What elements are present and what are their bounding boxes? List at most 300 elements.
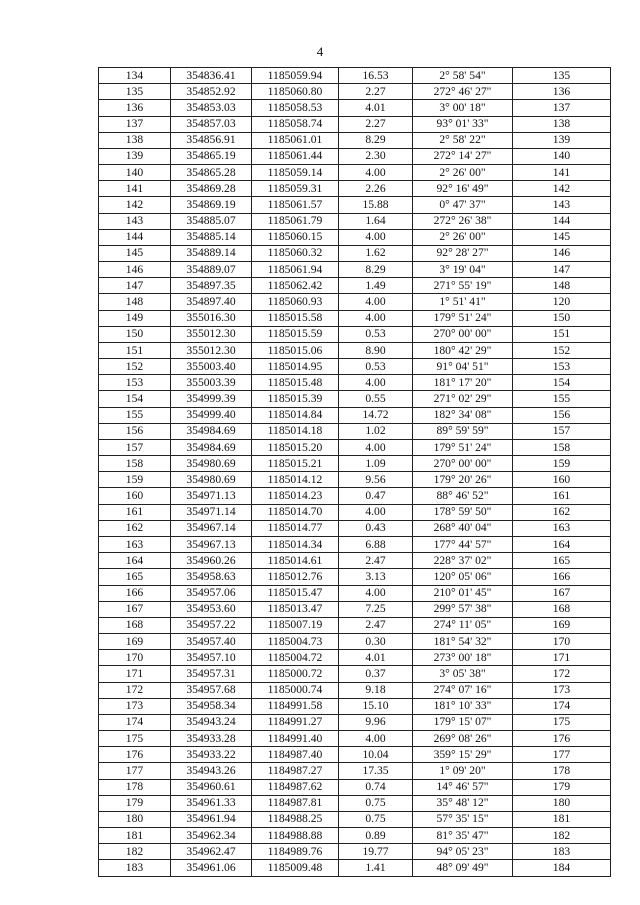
x-coordinate-cell: 354971.13 [171, 488, 252, 504]
table-row [99, 213, 611, 229]
y-coordinate-cell: 1184988.88 [252, 828, 339, 844]
x-coordinate-cell: 354961.94 [171, 811, 252, 827]
x-coordinate-cell: 354967.13 [171, 536, 252, 552]
distance-cell: 8.29 [339, 132, 413, 148]
bearing-cell: 1° 51' 41" [413, 294, 513, 310]
distance-cell: 0.53 [339, 326, 413, 342]
point-number-cell: 147 [99, 278, 171, 294]
point-number-cell: 141 [99, 181, 171, 197]
y-coordinate-cell: 1185059.14 [252, 165, 339, 181]
next-point-cell: 176 [513, 731, 611, 747]
bearing-cell: 271° 55' 19" [413, 278, 513, 294]
next-point-cell: 165 [513, 553, 611, 569]
y-coordinate-cell: 1185004.72 [252, 650, 339, 666]
distance-cell: 9.18 [339, 682, 413, 698]
distance-cell: 0.53 [339, 359, 413, 375]
y-coordinate-cell: 1184991.27 [252, 714, 339, 730]
next-point-cell: 139 [513, 132, 611, 148]
bearing-cell: 181° 17' 20" [413, 375, 513, 391]
point-number-cell: 164 [99, 553, 171, 569]
table-row [99, 650, 611, 666]
point-number-cell: 134 [99, 68, 171, 84]
bearing-cell: 3° 19' 04" [413, 262, 513, 278]
distance-cell: 0.74 [339, 779, 413, 795]
next-point-cell: 150 [513, 310, 611, 326]
table-row [99, 844, 611, 860]
distance-cell: 4.00 [339, 731, 413, 747]
distance-cell: 10.04 [339, 747, 413, 763]
table-row [99, 828, 611, 844]
y-coordinate-cell: 1185014.84 [252, 407, 339, 423]
distance-cell: 4.00 [339, 375, 413, 391]
next-point-cell: 175 [513, 714, 611, 730]
x-coordinate-cell: 354958.34 [171, 698, 252, 714]
next-point-cell: 141 [513, 165, 611, 181]
y-coordinate-cell: 1185014.95 [252, 359, 339, 375]
distance-cell: 14.72 [339, 407, 413, 423]
distance-cell: 0.47 [339, 488, 413, 504]
y-coordinate-cell: 1185015.47 [252, 585, 339, 601]
bearing-cell: 120° 05' 06" [413, 569, 513, 585]
y-coordinate-cell: 1184987.40 [252, 747, 339, 763]
distance-cell: 6.88 [339, 536, 413, 552]
y-coordinate-cell: 1185000.72 [252, 666, 339, 682]
bearing-cell: 272° 26' 38" [413, 213, 513, 229]
point-number-cell: 171 [99, 666, 171, 682]
point-number-cell: 182 [99, 844, 171, 860]
bearing-cell: 93° 01' 33" [413, 116, 513, 132]
point-number-cell: 139 [99, 148, 171, 164]
coordinates-table [98, 67, 611, 877]
distance-cell: 4.00 [339, 310, 413, 326]
next-point-cell: 161 [513, 488, 611, 504]
x-coordinate-cell: 354856.91 [171, 132, 252, 148]
point-number-cell: 173 [99, 698, 171, 714]
y-coordinate-cell: 1185062.42 [252, 278, 339, 294]
next-point-cell: 163 [513, 520, 611, 536]
table-row [99, 698, 611, 714]
x-coordinate-cell: 355012.30 [171, 326, 252, 342]
next-point-cell: 138 [513, 116, 611, 132]
table-row [99, 84, 611, 100]
next-point-cell: 156 [513, 407, 611, 423]
x-coordinate-cell: 354960.26 [171, 553, 252, 569]
y-coordinate-cell: 1185015.20 [252, 439, 339, 455]
table-row [99, 747, 611, 763]
bearing-cell: 269° 08' 26" [413, 731, 513, 747]
table-row [99, 278, 611, 294]
x-coordinate-cell: 354943.24 [171, 714, 252, 730]
y-coordinate-cell: 1185061.57 [252, 197, 339, 213]
y-coordinate-cell: 1184987.81 [252, 795, 339, 811]
y-coordinate-cell: 1185014.70 [252, 504, 339, 520]
table-row [99, 229, 611, 245]
next-point-cell: 146 [513, 245, 611, 261]
y-coordinate-cell: 1185014.12 [252, 472, 339, 488]
x-coordinate-cell: 354957.06 [171, 585, 252, 601]
next-point-cell: 162 [513, 504, 611, 520]
x-coordinate-cell: 354852.92 [171, 84, 252, 100]
point-number-cell: 163 [99, 536, 171, 552]
next-point-cell: 143 [513, 197, 611, 213]
table-row [99, 310, 611, 326]
y-coordinate-cell: 1185060.15 [252, 229, 339, 245]
bearing-cell: 3° 00' 18" [413, 100, 513, 116]
y-coordinate-cell: 1184988.25 [252, 811, 339, 827]
y-coordinate-cell: 1185061.01 [252, 132, 339, 148]
bearing-cell: 91° 04' 51" [413, 359, 513, 375]
table-row [99, 860, 611, 876]
next-point-cell: 142 [513, 181, 611, 197]
point-number-cell: 170 [99, 650, 171, 666]
y-coordinate-cell: 1185000.74 [252, 682, 339, 698]
distance-cell: 1.62 [339, 245, 413, 261]
point-number-cell: 162 [99, 520, 171, 536]
distance-cell: 9.96 [339, 714, 413, 730]
bearing-cell: 57° 35' 15" [413, 811, 513, 827]
bearing-cell: 2° 58' 54" [413, 68, 513, 84]
table-row [99, 795, 611, 811]
table-row [99, 294, 611, 310]
distance-cell: 1.64 [339, 213, 413, 229]
point-number-cell: 146 [99, 262, 171, 278]
bearing-cell: 272° 14' 27" [413, 148, 513, 164]
table-row [99, 148, 611, 164]
y-coordinate-cell: 1185014.18 [252, 423, 339, 439]
point-number-cell: 166 [99, 585, 171, 601]
x-coordinate-cell: 354961.06 [171, 860, 252, 876]
point-number-cell: 138 [99, 132, 171, 148]
x-coordinate-cell: 354933.28 [171, 731, 252, 747]
y-coordinate-cell: 1185058.74 [252, 116, 339, 132]
next-point-cell: 155 [513, 391, 611, 407]
y-coordinate-cell: 1184989.76 [252, 844, 339, 860]
next-point-cell: 140 [513, 148, 611, 164]
point-number-cell: 157 [99, 439, 171, 455]
x-coordinate-cell: 354889.14 [171, 245, 252, 261]
y-coordinate-cell: 1185060.80 [252, 84, 339, 100]
next-point-cell: 171 [513, 650, 611, 666]
x-coordinate-cell: 354962.34 [171, 828, 252, 844]
point-number-cell: 168 [99, 617, 171, 633]
coordinates-table-body [99, 68, 611, 877]
bearing-cell: 89° 59' 59" [413, 423, 513, 439]
next-point-cell: 177 [513, 747, 611, 763]
y-coordinate-cell: 1185060.32 [252, 245, 339, 261]
y-coordinate-cell: 1185015.39 [252, 391, 339, 407]
distance-cell: 4.00 [339, 439, 413, 455]
x-coordinate-cell: 354957.22 [171, 617, 252, 633]
table-row [99, 391, 611, 407]
x-coordinate-cell: 354943.26 [171, 763, 252, 779]
bearing-cell: 0° 47' 37" [413, 197, 513, 213]
next-point-cell: 148 [513, 278, 611, 294]
x-coordinate-cell: 354885.07 [171, 213, 252, 229]
distance-cell: 4.01 [339, 650, 413, 666]
distance-cell: 0.30 [339, 634, 413, 650]
table-row [99, 100, 611, 116]
table-row [99, 326, 611, 342]
distance-cell: 2.47 [339, 617, 413, 633]
next-point-cell: 135 [513, 68, 611, 84]
x-coordinate-cell: 354961.33 [171, 795, 252, 811]
next-point-cell: 157 [513, 423, 611, 439]
distance-cell: 0.75 [339, 811, 413, 827]
y-coordinate-cell: 1185014.77 [252, 520, 339, 536]
y-coordinate-cell: 1184991.58 [252, 698, 339, 714]
table-row [99, 520, 611, 536]
table-row [99, 165, 611, 181]
point-number-cell: 149 [99, 310, 171, 326]
bearing-cell: 274° 11' 05" [413, 617, 513, 633]
x-coordinate-cell: 354933.22 [171, 747, 252, 763]
table-row [99, 68, 611, 84]
x-coordinate-cell: 354999.39 [171, 391, 252, 407]
point-number-cell: 143 [99, 213, 171, 229]
x-coordinate-cell: 354869.28 [171, 181, 252, 197]
bearing-cell: 88° 46' 52" [413, 488, 513, 504]
bearing-cell: 182° 34' 08" [413, 407, 513, 423]
table-row [99, 456, 611, 472]
next-point-cell: 160 [513, 472, 611, 488]
point-number-cell: 150 [99, 326, 171, 342]
bearing-cell: 177° 44' 57" [413, 536, 513, 552]
next-point-cell: 183 [513, 844, 611, 860]
y-coordinate-cell: 1185015.21 [252, 456, 339, 472]
table-row [99, 472, 611, 488]
point-number-cell: 179 [99, 795, 171, 811]
distance-cell: 1.09 [339, 456, 413, 472]
distance-cell: 8.90 [339, 342, 413, 358]
bearing-cell: 181° 10' 33" [413, 698, 513, 714]
table-row [99, 262, 611, 278]
distance-cell: 1.41 [339, 860, 413, 876]
y-coordinate-cell: 1185060.93 [252, 294, 339, 310]
next-point-cell: 137 [513, 100, 611, 116]
table-row [99, 731, 611, 747]
bearing-cell: 179° 15' 07" [413, 714, 513, 730]
bearing-cell: 210° 01' 45" [413, 585, 513, 601]
point-number-cell: 151 [99, 342, 171, 358]
table-row [99, 811, 611, 827]
table-row [99, 342, 611, 358]
next-point-cell: 182 [513, 828, 611, 844]
table-row [99, 423, 611, 439]
y-coordinate-cell: 1185013.47 [252, 601, 339, 617]
y-coordinate-cell: 1185015.59 [252, 326, 339, 342]
x-coordinate-cell: 354865.28 [171, 165, 252, 181]
table-row [99, 245, 611, 261]
point-number-cell: 158 [99, 456, 171, 472]
point-number-cell: 180 [99, 811, 171, 827]
next-point-cell: 173 [513, 682, 611, 698]
distance-cell: 7.25 [339, 601, 413, 617]
bearing-cell: 299° 57' 38" [413, 601, 513, 617]
bearing-cell: 268° 40' 04" [413, 520, 513, 536]
point-number-cell: 183 [99, 860, 171, 876]
bearing-cell: 270° 00' 00" [413, 456, 513, 472]
y-coordinate-cell: 1185061.94 [252, 262, 339, 278]
table-row [99, 585, 611, 601]
point-number-cell: 145 [99, 245, 171, 261]
bearing-cell: 179° 20' 26" [413, 472, 513, 488]
next-point-cell: 179 [513, 779, 611, 795]
table-row [99, 439, 611, 455]
y-coordinate-cell: 1185058.53 [252, 100, 339, 116]
x-coordinate-cell: 354853.03 [171, 100, 252, 116]
bearing-cell: 178° 59' 50" [413, 504, 513, 520]
y-coordinate-cell: 1185015.06 [252, 342, 339, 358]
distance-cell: 4.00 [339, 585, 413, 601]
table-row [99, 634, 611, 650]
bearing-cell: 94° 05' 23" [413, 844, 513, 860]
bearing-cell: 179° 51' 24" [413, 310, 513, 326]
point-number-cell: 152 [99, 359, 171, 375]
x-coordinate-cell: 354984.69 [171, 439, 252, 455]
x-coordinate-cell: 355003.40 [171, 359, 252, 375]
bearing-cell: 272° 46' 27" [413, 84, 513, 100]
bearing-cell: 2° 26' 00" [413, 165, 513, 181]
bearing-cell: 14° 46' 57" [413, 779, 513, 795]
table-row [99, 682, 611, 698]
point-number-cell: 176 [99, 747, 171, 763]
next-point-cell: 136 [513, 84, 611, 100]
bearing-cell: 271° 02' 29" [413, 391, 513, 407]
x-coordinate-cell: 354957.68 [171, 682, 252, 698]
point-number-cell: 161 [99, 504, 171, 520]
next-point-cell: 120 [513, 294, 611, 310]
table-row [99, 116, 611, 132]
point-number-cell: 142 [99, 197, 171, 213]
point-number-cell: 165 [99, 569, 171, 585]
table-row [99, 181, 611, 197]
distance-cell: 0.75 [339, 795, 413, 811]
bearing-cell: 181° 54' 32" [413, 634, 513, 650]
point-number-cell: 137 [99, 116, 171, 132]
next-point-cell: 166 [513, 569, 611, 585]
y-coordinate-cell: 1185014.23 [252, 488, 339, 504]
table-row [99, 763, 611, 779]
point-number-cell: 167 [99, 601, 171, 617]
bearing-cell: 228° 37' 02" [413, 553, 513, 569]
point-number-cell: 140 [99, 165, 171, 181]
next-point-cell: 180 [513, 795, 611, 811]
bearing-cell: 1° 09' 20" [413, 763, 513, 779]
distance-cell: 9.56 [339, 472, 413, 488]
x-coordinate-cell: 354980.69 [171, 456, 252, 472]
x-coordinate-cell: 355003.39 [171, 375, 252, 391]
point-number-cell: 172 [99, 682, 171, 698]
y-coordinate-cell: 1185059.31 [252, 181, 339, 197]
y-coordinate-cell: 1185061.44 [252, 148, 339, 164]
table-row [99, 601, 611, 617]
next-point-cell: 172 [513, 666, 611, 682]
distance-cell: 2.27 [339, 84, 413, 100]
x-coordinate-cell: 354885.14 [171, 229, 252, 245]
point-number-cell: 181 [99, 828, 171, 844]
bearing-cell: 48° 09' 49" [413, 860, 513, 876]
distance-cell: 0.43 [339, 520, 413, 536]
bearing-cell: 35° 48' 12" [413, 795, 513, 811]
next-point-cell: 178 [513, 763, 611, 779]
next-point-cell: 169 [513, 617, 611, 633]
point-number-cell: 135 [99, 84, 171, 100]
bearing-cell: 270° 00' 00" [413, 326, 513, 342]
next-point-cell: 164 [513, 536, 611, 552]
table-row [99, 488, 611, 504]
bearing-cell: 273° 00' 18" [413, 650, 513, 666]
point-number-cell: 178 [99, 779, 171, 795]
table-row [99, 666, 611, 682]
distance-cell: 2.27 [339, 116, 413, 132]
next-point-cell: 170 [513, 634, 611, 650]
next-point-cell: 153 [513, 359, 611, 375]
next-point-cell: 174 [513, 698, 611, 714]
y-coordinate-cell: 1185009.48 [252, 860, 339, 876]
x-coordinate-cell: 354960.61 [171, 779, 252, 795]
x-coordinate-cell: 354971.14 [171, 504, 252, 520]
x-coordinate-cell: 354865.19 [171, 148, 252, 164]
next-point-cell: 159 [513, 456, 611, 472]
y-coordinate-cell: 1185012.76 [252, 569, 339, 585]
distance-cell: 0.55 [339, 391, 413, 407]
page-number: 4 [316, 44, 324, 59]
x-coordinate-cell: 354957.31 [171, 666, 252, 682]
point-number-cell: 148 [99, 294, 171, 310]
bearing-cell: 274° 07' 16" [413, 682, 513, 698]
point-number-cell: 159 [99, 472, 171, 488]
y-coordinate-cell: 1185015.58 [252, 310, 339, 326]
bearing-cell: 179° 51' 24" [413, 439, 513, 455]
bearing-cell: 2° 26' 00" [413, 229, 513, 245]
distance-cell: 4.01 [339, 100, 413, 116]
point-number-cell: 155 [99, 407, 171, 423]
x-coordinate-cell: 354957.10 [171, 650, 252, 666]
y-coordinate-cell: 1185014.34 [252, 536, 339, 552]
table-row [99, 779, 611, 795]
distance-cell: 15.10 [339, 698, 413, 714]
point-number-cell: 174 [99, 714, 171, 730]
table-row [99, 132, 611, 148]
y-coordinate-cell: 1184987.27 [252, 763, 339, 779]
distance-cell: 3.13 [339, 569, 413, 585]
x-coordinate-cell: 354897.35 [171, 278, 252, 294]
x-coordinate-cell: 354980.69 [171, 472, 252, 488]
next-point-cell: 167 [513, 585, 611, 601]
point-number-cell: 160 [99, 488, 171, 504]
point-number-cell: 169 [99, 634, 171, 650]
point-number-cell: 156 [99, 423, 171, 439]
bearing-cell: 92° 28' 27" [413, 245, 513, 261]
table-row [99, 375, 611, 391]
y-coordinate-cell: 1184991.40 [252, 731, 339, 747]
table-row [99, 617, 611, 633]
x-coordinate-cell: 354889.07 [171, 262, 252, 278]
x-coordinate-cell: 355016.30 [171, 310, 252, 326]
point-number-cell: 144 [99, 229, 171, 245]
point-number-cell: 154 [99, 391, 171, 407]
bearing-cell: 2° 58' 22" [413, 132, 513, 148]
table-row [99, 714, 611, 730]
next-point-cell: 168 [513, 601, 611, 617]
y-coordinate-cell: 1185061.79 [252, 213, 339, 229]
next-point-cell: 181 [513, 811, 611, 827]
x-coordinate-cell: 354953.60 [171, 601, 252, 617]
next-point-cell: 147 [513, 262, 611, 278]
distance-cell: 4.00 [339, 229, 413, 245]
distance-cell: 1.02 [339, 423, 413, 439]
y-coordinate-cell: 1185015.48 [252, 375, 339, 391]
